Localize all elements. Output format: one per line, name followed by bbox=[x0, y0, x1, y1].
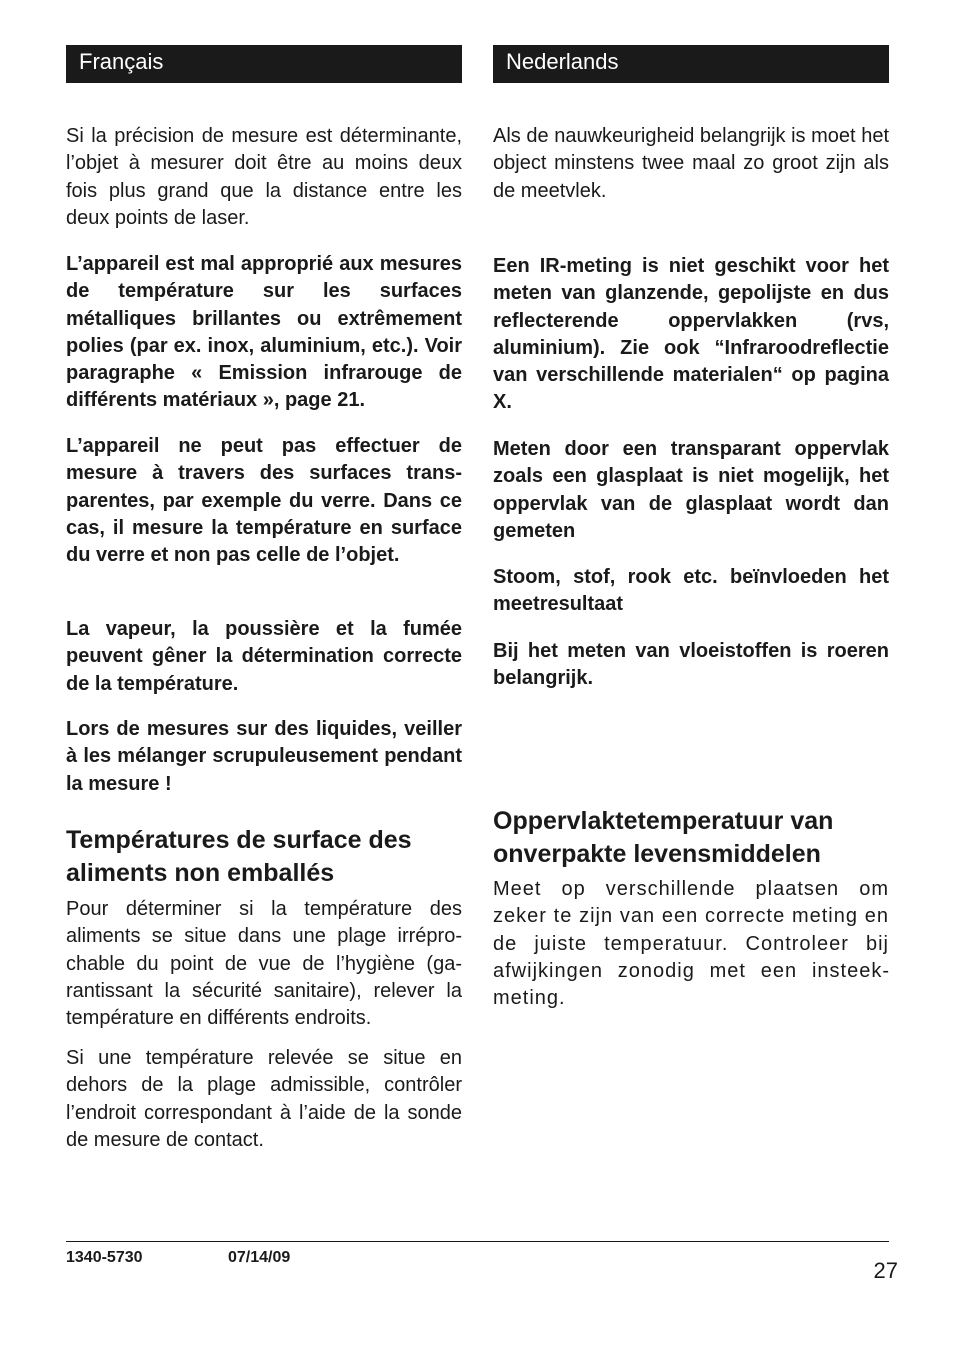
nl-paragraph-liquids: Bij het meten van vloeistoffen is roeren belangrijk. bbox=[493, 640, 889, 690]
fr-section-heading: Températures de surface des aliments non emballés bbox=[66, 826, 412, 887]
fr-paragraph-metallic-surfaces: L’appareil est mal approprié aux mesures de température sur les surfaces métalliques brillantes ou extrêmement polies (par ex. inox, aluminium, etc.). Voir paragraphe « Emission infrarouge de différents matériaux », page 21. bbox=[66, 253, 462, 412]
footer-divider bbox=[66, 1241, 889, 1242]
nl-paragraph-precision: Als de nauwkeurigheid belangrijk is moet het object minstens twee maal zo groot zijn als de meetvlek. bbox=[493, 125, 889, 202]
nl-paragraph-transparent-surfaces: Meten door een transparant oppervlak zoals een glasplaat is niet mogelijk, het oppervlak van de glasplaat wordt dan gemeten bbox=[493, 438, 889, 542]
fr-paragraph-precision: Si la précision de mesure est déterminante, l’objet à mesurer doit être au moins deux fois plus grand que la distance entre les deux points de laser. bbox=[66, 125, 462, 229]
nl-paragraph-steam-dust: Stoom, stof, rook etc. beïnvloeden het meetresultaat bbox=[493, 566, 889, 616]
document-date: 07/14/09 bbox=[228, 1249, 291, 1266]
fr-paragraph-liquids: Lors de mesures sur des liquides, veiller à les mélanger scrupuleusement pendant la mesure ! bbox=[66, 718, 462, 795]
fr-paragraph-transparent-surfaces: L’appareil ne peut pas effectuer de mesure à travers des surfaces transparentes, par exemple du verre. Dans ce cas, il mesure la température en surface du verre et non pas celle de l’objet. bbox=[66, 435, 462, 567]
dutch-column bbox=[493, 45, 889, 1010]
dutch-header: Nederlands bbox=[493, 45, 889, 83]
nl-section-heading: Oppervlaktetemperatuur van onverpakte levensmiddelen bbox=[493, 807, 834, 868]
nl-paragraph-food-temperature: Meet op verschillende plaatsen om zeker te zijn van een correcte meting en de juiste temperatuur. Controleer bij afwijkingen zonodig met een insteekmeting. bbox=[493, 878, 889, 1010]
page-number: 27 bbox=[873, 1258, 898, 1283]
fr-paragraph-contact-probe: Si une température relevée se situe en dehors de la plage admissible, contrôler l’endroit correspondant à l’aide de la sonde de mesure de contact. bbox=[66, 1047, 462, 1151]
fr-paragraph-vapor-dust: La vapeur, la poussière et la fumée peuvent gêner la détermination correcte de la température. bbox=[66, 618, 462, 695]
nl-paragraph-metallic-surfaces: Een IR-meting is niet geschikt voor het meten van glanzende, gepolijste en dus reflecterende oppervlakken (rvs, aluminium). Zie ook “Infraroodreflectie van verschillende materialen“ op pagina X. bbox=[493, 255, 889, 414]
fr-paragraph-food-temperature: Pour déterminer si la température des aliments se situe dans une plage irréprochable du point de vue de l’hygiène (garantissant la sécurité sanitaire), relever la température en différents endroits. bbox=[66, 898, 462, 1030]
document-code: 1340-5730 bbox=[66, 1249, 143, 1266]
french-column bbox=[66, 45, 462, 1151]
french-header: Français bbox=[66, 45, 462, 83]
